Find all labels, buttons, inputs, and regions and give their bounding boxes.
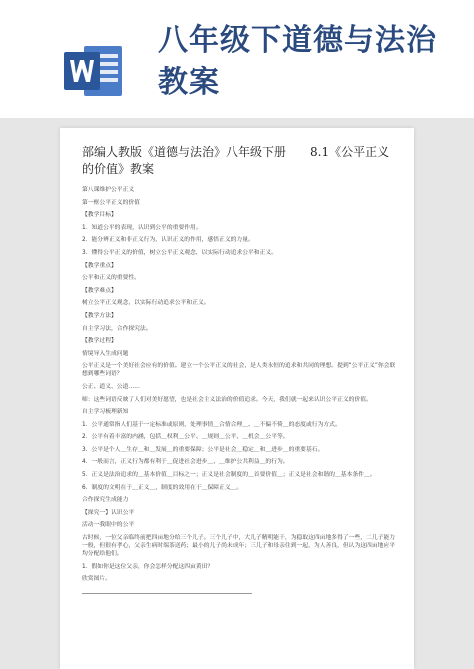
banner-title: 八年级下道德与法治教案 bbox=[158, 23, 437, 100]
doc-line: 【教学难点】 bbox=[82, 287, 117, 294]
doc-line: 欣赏图片。 bbox=[82, 576, 111, 583]
doc-line: 【教学重点】 bbox=[82, 262, 117, 269]
doc-line: 【教学过程】 bbox=[82, 338, 117, 345]
doc-line: 活动一我眼中的公平 bbox=[82, 522, 135, 529]
document-viewport[interactable] bbox=[0, 118, 474, 669]
doc-line: 情境导入生成问题 bbox=[82, 350, 129, 357]
doc-line: 1．公平通常指人们基于一定标准或原则，处理事情＿合情合理＿、＿不偏不倚＿的态度或行为方式。 bbox=[82, 421, 341, 428]
doc-line: 【探究一】认识公平 bbox=[82, 509, 135, 516]
doc-line: 5．正义是法治追求的＿基本价值＿目标之一；正义是社会制度的＿首要价值＿；正义是社会和谐的＿基本条件＿。 bbox=[82, 472, 376, 479]
doc-line: 第一框公平正义的价值 bbox=[82, 199, 140, 206]
doc-line: 6．制度的文明在于＿正义＿，制度的效用在于＿保障正义＿。 bbox=[82, 484, 243, 491]
doc-line: 3．公平是个人＿生存＿和＿发展＿的重要保障；公平是社会＿稳定＿和＿进步＿的重要基石。 bbox=[82, 446, 324, 453]
word-icon bbox=[62, 40, 124, 102]
document-title: 部编人教版《道德与法治》八年级下册 8.1《公平正义的价值》教案 bbox=[82, 145, 390, 176]
doc-line: 1．假如你是这位父亲，你会怎样分配这四亩黄田？ bbox=[82, 563, 214, 570]
doc-line: 师：这些词语反映了人们对美好愿望，也是社会主义法治的价值追求。今天，我们就一起来认识公平正义的价值。 bbox=[82, 396, 372, 403]
doc-line: 【教学目标】 bbox=[82, 212, 117, 219]
doc-line: 树立公平正义观念，以实际行动追求公平和正义。 bbox=[82, 300, 210, 307]
doc-line: 3．懂得公平正义的价值，树立公平正义观念，以实际行动追求公平和正义。 bbox=[82, 249, 277, 256]
doc-line: 公正、道义、公道…… bbox=[82, 383, 140, 390]
doc-line: 2．能分辨正义和非正义行为，认识正义的作用，感悟正义的力量。 bbox=[82, 237, 254, 244]
doc-line: 【教学方法】 bbox=[82, 312, 117, 319]
doc-line: 公平和正义的重要性。 bbox=[82, 275, 140, 282]
doc-line: 第八课维护公平正义 bbox=[82, 187, 135, 193]
doc-line: 自主学习梳理新知 bbox=[82, 409, 129, 416]
doc-line: 古时候，一位父亲临终前把四亩地分给三个儿子。三个儿子中，大儿子精明能干，为稳取这四亩地多得了一些，二儿子能力一般，但很有孝心，父亲生病时端茶送药；最小的儿子尚未成年；三儿子和母亲住到一起，为人善良，但认为这四亩地应平均分配给他们。 bbox=[82, 535, 396, 558]
doc-line: 自主学习法，合作探究法。 bbox=[82, 325, 152, 332]
doc-line: 2．公平有着丰富的内涵，包括＿权利＿公平、＿规则＿公平、＿机会＿公平等。 bbox=[82, 434, 289, 441]
banner bbox=[0, 0, 474, 118]
doc-line: 合作探究生成能力 bbox=[82, 497, 129, 504]
image-placeholder-rule bbox=[82, 588, 252, 594]
doc-line: 4．一般而言，正义行为都有利于＿促进社会进步＿、＿维护公共利益＿的行为。 bbox=[82, 459, 289, 466]
doc-line: 1．知道公平的表现，认识到公平的重要作用。 bbox=[82, 224, 202, 231]
document-page bbox=[60, 128, 414, 669]
doc-line: 公平正义是一个美好社会应有的价值。建立一个公平正义的社会，是人类永恒的追求和共同的理想。提到“公平正义”你会联想到哪些词语？ bbox=[82, 363, 396, 378]
